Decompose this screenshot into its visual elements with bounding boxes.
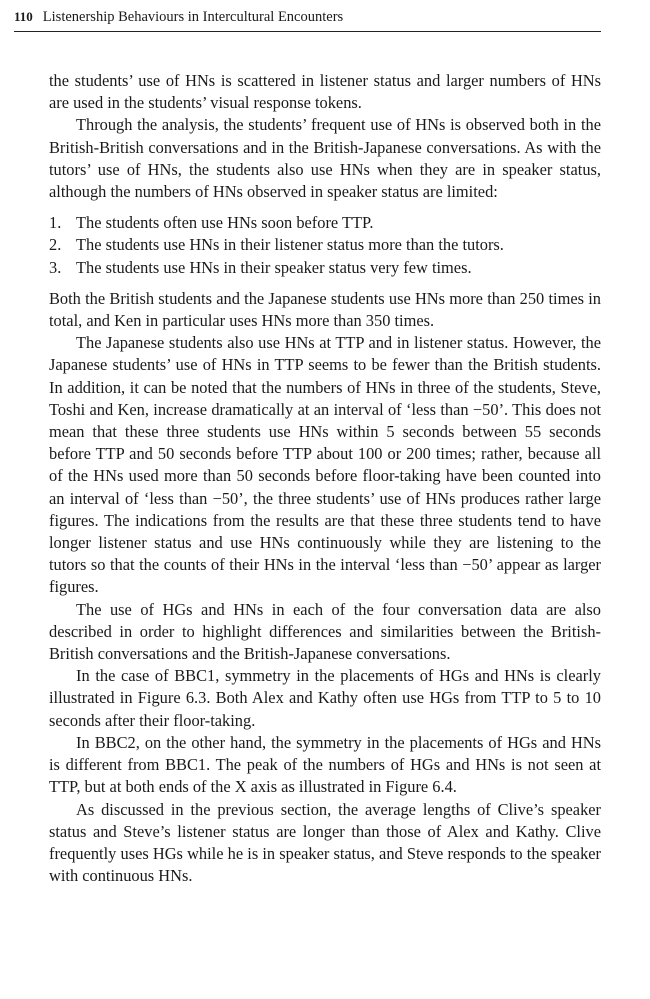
list-item-number: 3. [49,257,62,277]
paragraph-four-conversations: The use of HGs and HNs in each of the four conversation data are also described in order to highlight differences and similarities between the British-British conversations and the British-Japanese conversations. [49,599,601,664]
paragraph-japanese-students: The Japanese students also use HNs at TTP and in listener status. However, the Japanese students’ use of HNs in TTP seems to be fewer than the British students. In addition, it can be noted that the numbers of HNs in three of the students, Steve, Toshi and Ken, increase dramatically at an interval of ‘less than −50’. This does not mean that these three students use HNs within 5 seconds between 55 seconds before TTP and 50 seconds before TTP about 100 or 200 times; rather, because all of the HNs used more than 50 seconds before floor-taking have been counted into an interval of ‘less than −50’, the three students’ use of HNs produces rather large figures. The indications from the results are that these three students tend to have longer listener status and use HNs continuously while they are listening to the tutors so that the counts of their HNs in the interval ‘less than −50’ appear as larger figures. [49,333,601,597]
list-item [49,257,601,279]
paragraph-continuation: the students’ use of HNs is scattered in listener status and larger numbers of HNs are used in the students’ visual response tokens. [49,71,601,113]
list-item-number: 2. [49,235,62,255]
paragraph-bbc1: In the case of BBC1, symmetry in the placements of HGs and HNs is clearly illustrated in Figure 6.3. Both Alex and Kathy often use HGs from TTP to 5 to 10 seconds after their floor-taking. [49,666,601,730]
running-head [14,8,601,32]
list-item-text: The students use HNs in their listener status more than the tutors. [76,235,504,255]
page-number: 110 [14,9,33,24]
paragraph-previous-section: As discussed in the previous section, the average lengths of Clive’s speaker status and Steve’s listener status are longer than those of Alex and Kathy. Clive frequently uses HGs while he is in speaker status, and Steve responds to the speaker with continuous HNs. [49,799,601,886]
paragraph-bbc2: In BBC2, on the other hand, the symmetry in the placements of HGs and HNs is different from BBC1. The peak of the numbers of HGs and HNs is not seen at TTP, but at both ends of the X axis as illustrated in Figure 6.4. [49,732,601,797]
list-item-text: The students use HNs in their speaker status very few times. [76,257,472,277]
list-item [49,212,601,234]
list-item [49,234,601,256]
running-title: Listenership Behaviours in Intercultural Encounters [42,9,344,25]
paragraph-analysis: Through the analysis, the students’ frequent use of HNs is observed both in the British-British conversations and in the British-Japanese conversations. As with the tutors’ use of HNs, the students also use HNs when they are in speaker status, although the numbers of HNs observed in speaker status are limited: [49,115,601,202]
paragraph-totals: Both the British students and the Japanese students use HNs more than 250 times in total, and Ken in particular uses HNs more than 350 times. [49,288,601,331]
body-text [49,70,601,887]
numbered-list [49,212,601,279]
list-item-number: 1. [49,213,62,233]
list-item-text: The students often use HNs soon before TTP. [76,213,374,233]
